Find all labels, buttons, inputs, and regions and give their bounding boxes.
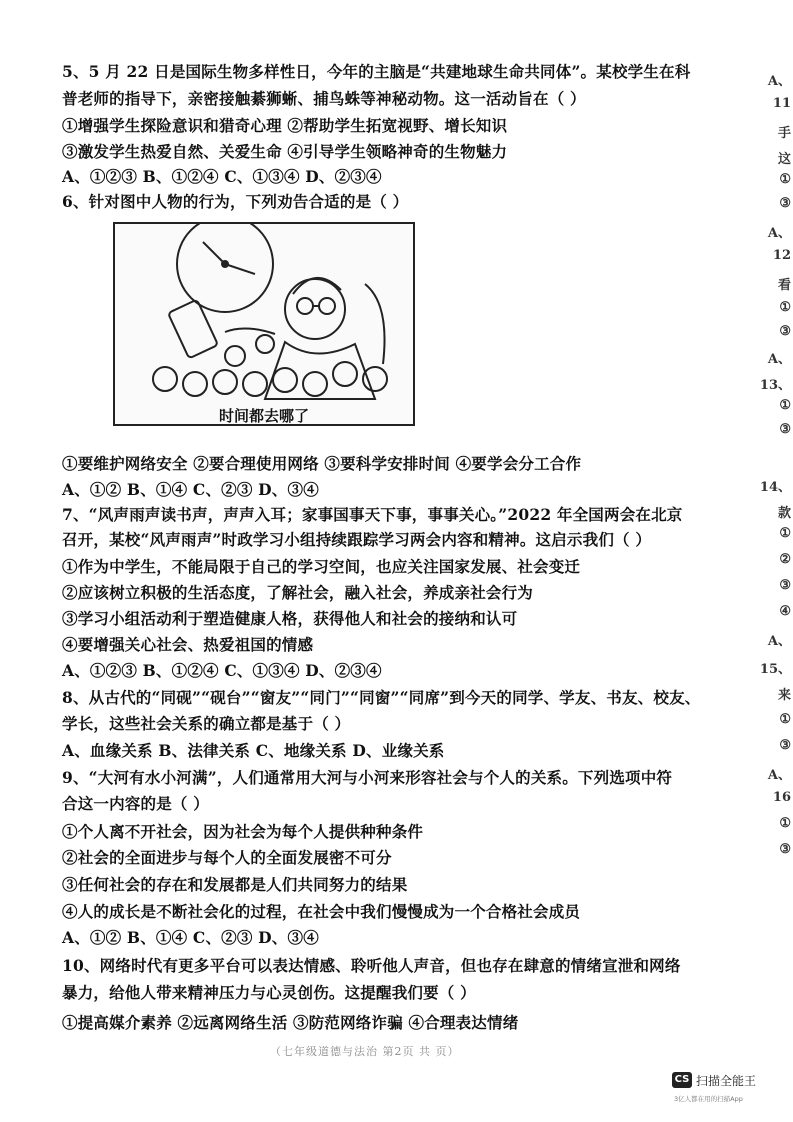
margin-text: 13、 — [759, 378, 791, 393]
margin-text: ① — [779, 398, 791, 413]
margin-text: A、 — [767, 768, 791, 783]
margin-text: 12 — [772, 248, 791, 263]
margin-text: ③ — [779, 196, 791, 211]
line-21: ①个人离不开社会，因为社会为每个人提供种种条件 — [62, 822, 424, 841]
phone-icon — [168, 300, 218, 359]
margin-text: A、 — [767, 74, 791, 89]
line-20: 合这一内容的是（ ） — [62, 794, 209, 813]
line-24: ④人的成长是不断社会化的过程，在社会中我们慢慢成为一个合格社会成员 — [62, 902, 581, 921]
margin-text: ③ — [779, 422, 791, 437]
margin-text: ① — [779, 816, 791, 831]
line-8: A、①② B、①④ C、②③ D、③④ — [62, 480, 319, 499]
scanner-tagline: 3亿人都在用的扫描App — [674, 1095, 743, 1103]
line-19: 9、“大河有水小河满”，人们通常用大河与小河来形容社会与个人的关系。下列选项中符 — [62, 768, 673, 787]
margin-text: 款 — [777, 506, 791, 521]
margin-text: ② — [779, 552, 791, 567]
margin-text: ③ — [779, 578, 791, 593]
margin-text: 16 — [772, 790, 791, 805]
margin-text: A、 — [767, 226, 791, 241]
line-12: ②应该树立积极的生活态度，了解社会，融入社会，养成亲社会行为 — [62, 583, 534, 602]
margin-text: ③ — [779, 738, 791, 753]
line-3: ①增强学生探险意识和猎奇心理 ②帮助学生拓宽视野、增长知识 — [62, 116, 508, 135]
line-28: ①提高媒介素养 ②远离网络生活 ③防范网络诈骗 ④合理表达情绪 — [62, 1013, 519, 1032]
line-4: ③激发学生热爱自然、关爱生命 ④引导学生领略神奇的生物魅力 — [62, 142, 508, 161]
margin-text: 15、 — [759, 662, 791, 677]
scanner-name: 扫描全能王 — [696, 1074, 757, 1088]
line-27: 暴力，给他人带来精神压力与心灵创伤。这提醒我们要（ ） — [62, 983, 476, 1002]
person-head — [285, 279, 345, 339]
margin-text: 手 — [777, 126, 791, 141]
line-13: ③学习小组活动利于塑造健康人格，获得他人和社会的接纳和认可 — [62, 609, 518, 628]
question-figure — [113, 222, 415, 426]
line-14: ④要增强关心社会、热爱祖国的情感 — [62, 635, 314, 654]
margin-text: 来 — [777, 688, 791, 703]
line-2: 普老师的指导下，亲密接触綦狮蜥、捕鸟蛛等神秘动物。这一活动旨在（ ） — [62, 89, 586, 108]
margin-text: ① — [779, 172, 791, 187]
line-23: ③任何社会的存在和发展都是人们共同努力的结果 — [62, 875, 408, 894]
line-15: A、①②③ B、①②④ C、①③④ D、②③④ — [62, 661, 382, 680]
margin-text: ③ — [779, 842, 791, 857]
line-7: ①要维护网络安全 ②要合理使用网络 ③要科学安排时间 ④要学会分工合作 — [62, 454, 582, 473]
line-26: 10、网络时代有更多平台可以表达情感、聆听他人声音，但也存在肆意的情绪宣泄和网络 — [62, 956, 681, 975]
margin-text: A、 — [767, 634, 791, 649]
figure-caption: 时间都去哪了 — [218, 407, 309, 425]
line-1: 5、5 月 22 日是国际生物多样性日，今年的主脑是“共建地球生命共同体”。某校学生在科 — [62, 62, 691, 81]
margin-text: 看 — [777, 278, 791, 293]
margin-text: A、 — [767, 352, 791, 367]
line-11: ①作为中学生，不能局限于自己的学习空间，也应关注国家发展、社会变迁 — [62, 557, 581, 576]
line-18: A、血缘关系 B、法律关系 C、地缘关系 D、业缘关系 — [62, 741, 445, 760]
margin-text: ① — [779, 712, 791, 727]
line-17: 学长，这些社会关系的确立都是基于（ ） — [62, 714, 351, 733]
page-footer: （七年级道德与法治 第2页 共 页） — [270, 1045, 460, 1058]
margin-text: 11 — [772, 96, 791, 111]
line-10: 召开，某校“风声雨声”时政学习小组持续跟踪学习两会内容和精神。这启示我们（ ） — [62, 530, 652, 549]
scanner-watermark — [672, 1070, 782, 1110]
figure-illustration — [115, 224, 409, 404]
line-16: 8、从古代的“同砚”“砚台”“窗友”“同门”“同窗”“同席”到今天的同学、学友、书友、校友、 — [62, 688, 701, 707]
line-25: A、①② B、①④ C、②③ D、③④ — [62, 928, 319, 947]
line-22: ②社会的全面进步与每个人的全面发展密不可分 — [62, 848, 392, 867]
margin-text: 这 — [777, 152, 791, 167]
line-6: 6、针对图中人物的行为，下列劝告合适的是（ ） — [62, 192, 409, 211]
margin-text: ④ — [779, 604, 791, 619]
line-5: A、①②③ B、①②④ C、①③④ D、②③④ — [62, 167, 382, 186]
line-9: 7、“风声雨声读书声，声声入耳；家事国事天下事，事事关心。”2022 年全国两会在北京 — [62, 505, 683, 524]
margin-text: 14、 — [759, 480, 791, 495]
scanner-logo-icon: CS — [672, 1072, 692, 1088]
margin-text: ③ — [779, 324, 791, 339]
margin-text: ① — [779, 526, 791, 541]
margin-text: ① — [779, 300, 791, 315]
